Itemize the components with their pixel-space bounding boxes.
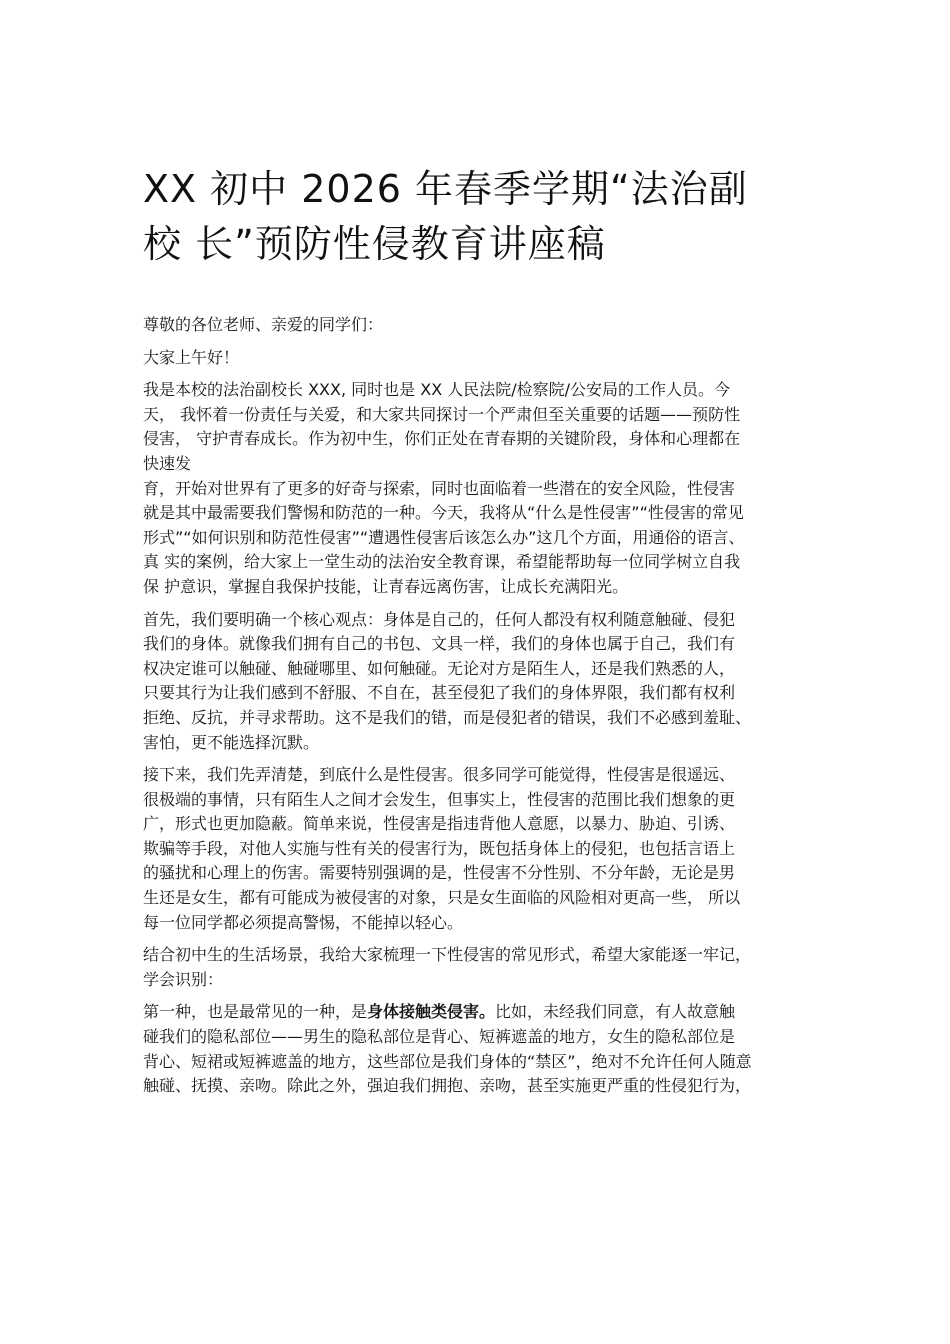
- text-line: 侵害， 守护青春成长。作为初中生，你们正处在青春期的关键阶段，身体和心理都在: [143, 429, 741, 449]
- paragraph: [143, 763, 815, 935]
- bold-text-run: 身体接触类侵害。: [367, 1002, 496, 1022]
- text-line: 学会识别：: [143, 969, 224, 989]
- paragraph-spacer: [143, 370, 815, 378]
- text-run: 第一种，也是最常见的一种，是: [143, 1002, 368, 1022]
- text-line: 快速发: [143, 453, 192, 473]
- document-body: [143, 313, 815, 1099]
- text-line: 权决定谁可以触碰、触碰哪里、如何触碰。无论对方是陌生人，还是我们熟悉的人，: [143, 658, 736, 678]
- paragraph: [143, 313, 815, 338]
- title-line-1: XX 初中 2026 年春季学期“法治副: [143, 167, 748, 211]
- text-line: 生还是女生，都有可能成为被侵害的对象，只是女生面临的风险相对更高一些， 所以: [143, 888, 741, 908]
- paragraph-spacer: [143, 992, 815, 1000]
- text-line: 的骚扰和心理上的伤害。需要特别强调的是，性侵害不分性别、不分年龄，无论是男: [143, 863, 736, 883]
- text-line: 保 护意识，掌握自我保护技能，让青春远离伤害，让成长充满阳光。: [143, 576, 629, 596]
- text-line: 接下来，我们先弄清楚，到底什么是性侵害。很多同学可能觉得，性侵害是很遥远、: [143, 765, 736, 785]
- text-line: [143, 1074, 815, 1099]
- text-line: 广，形式也更加隐蔽。简单来说，性侵害是指违背他人意愿，以暴力、胁迫、引诱、: [143, 814, 736, 834]
- text-run: 比如，未经我们同意，有人故意触: [495, 1002, 736, 1022]
- paragraph: [143, 608, 815, 756]
- text-line: 尊敬的各位老师、亲爱的同学们：: [143, 315, 384, 334]
- text-line: 就是其中最需要我们警惕和防范的一种。今天，我将从“什么是性侵害”“性侵害的常见: [143, 503, 744, 523]
- paragraph-spacer: [143, 338, 815, 346]
- paragraph-spacer: [143, 755, 815, 763]
- text-line: 我是本校的法治副校长 XXX, 同时也是 XX 人民法院/检察院/公安局的工作人员。今: [143, 380, 731, 400]
- text-line: 天， 我怀着一份责任与关爱，和大家共同探讨一个严肃但至关重要的话题——预防性: [143, 404, 741, 424]
- paragraph-spacer: [143, 935, 815, 943]
- text-run: 碰我们的隐私部位——男生的隐私部位是背心、短裤遮盖的地方，女生的隐私部位是: [143, 1027, 736, 1047]
- text-line: [143, 1025, 815, 1050]
- text-line: 我们的身体。就像我们拥有自己的书包、文具一样，我们的身体也属于自己，我们有: [143, 634, 736, 654]
- text-run: 背心、短裙或短裤遮盖的地方，这些部位是我们身体的“禁区”，绝对不允许任何人随意: [143, 1051, 752, 1071]
- paragraph: [143, 1000, 815, 1098]
- text-line: [143, 1000, 815, 1025]
- text-line: 很极端的事情，只有陌生人之间才会发生，但事实上，性侵害的范围比我们想象的更: [143, 789, 736, 809]
- text-line: 每一位同学都必须提高警惕，不能掉以轻心。: [143, 912, 464, 932]
- text-line: [143, 1050, 815, 1075]
- text-line: 欺骗等手段，对他人实施与性有关的侵害行为，既包括身体上的侵犯，也包括言语上: [143, 838, 736, 858]
- text-line: 结合初中生的生活场景，我给大家梳理一下性侵害的常见形式，希望大家能逐一牢记，: [143, 945, 752, 965]
- text-run: 触碰、抚摸、亲吻。除此之外，强迫我们拥抱、亲吻，甚至实施更严重的性侵犯行为，: [143, 1076, 752, 1096]
- document-title: [143, 162, 823, 272]
- paragraph: [143, 346, 815, 371]
- text-line: 真 实的案例，给大家上一堂生动的法治安全教育课，希望能帮助每一位同学树立自我: [143, 552, 741, 572]
- text-line: 首先，我们要明确一个核心观点：身体是自己的，任何人都没有权利随意触碰、侵犯: [143, 609, 736, 629]
- paragraph: [143, 378, 815, 599]
- text-line: 拒绝、反抗，并寻求帮助。这不是我们的错，而是侵犯者的错误，我们不必感到羞耻、: [143, 707, 752, 727]
- paragraph: [143, 943, 815, 992]
- paragraph-spacer: [143, 600, 815, 608]
- text-line: 育，开始对世界有了更多的好奇与探索，同时也面临着一些潜在的安全风险，性侵害: [143, 478, 736, 498]
- text-line: 形式”“如何识别和防范性侵害”“遭遇性侵害后该怎么办”这几个方面，用通俗的语言、: [143, 527, 745, 547]
- text-line: 害怕，更不能选择沉默。: [143, 732, 320, 752]
- text-line: 只要其行为让我们感到不舒服、不自在，甚至侵犯了我们的身体界限，我们都有权利: [143, 683, 736, 703]
- title-line-2: 校 长”预防性侵教育讲座稿: [143, 222, 606, 266]
- text-line: 大家上午好！: [143, 347, 240, 367]
